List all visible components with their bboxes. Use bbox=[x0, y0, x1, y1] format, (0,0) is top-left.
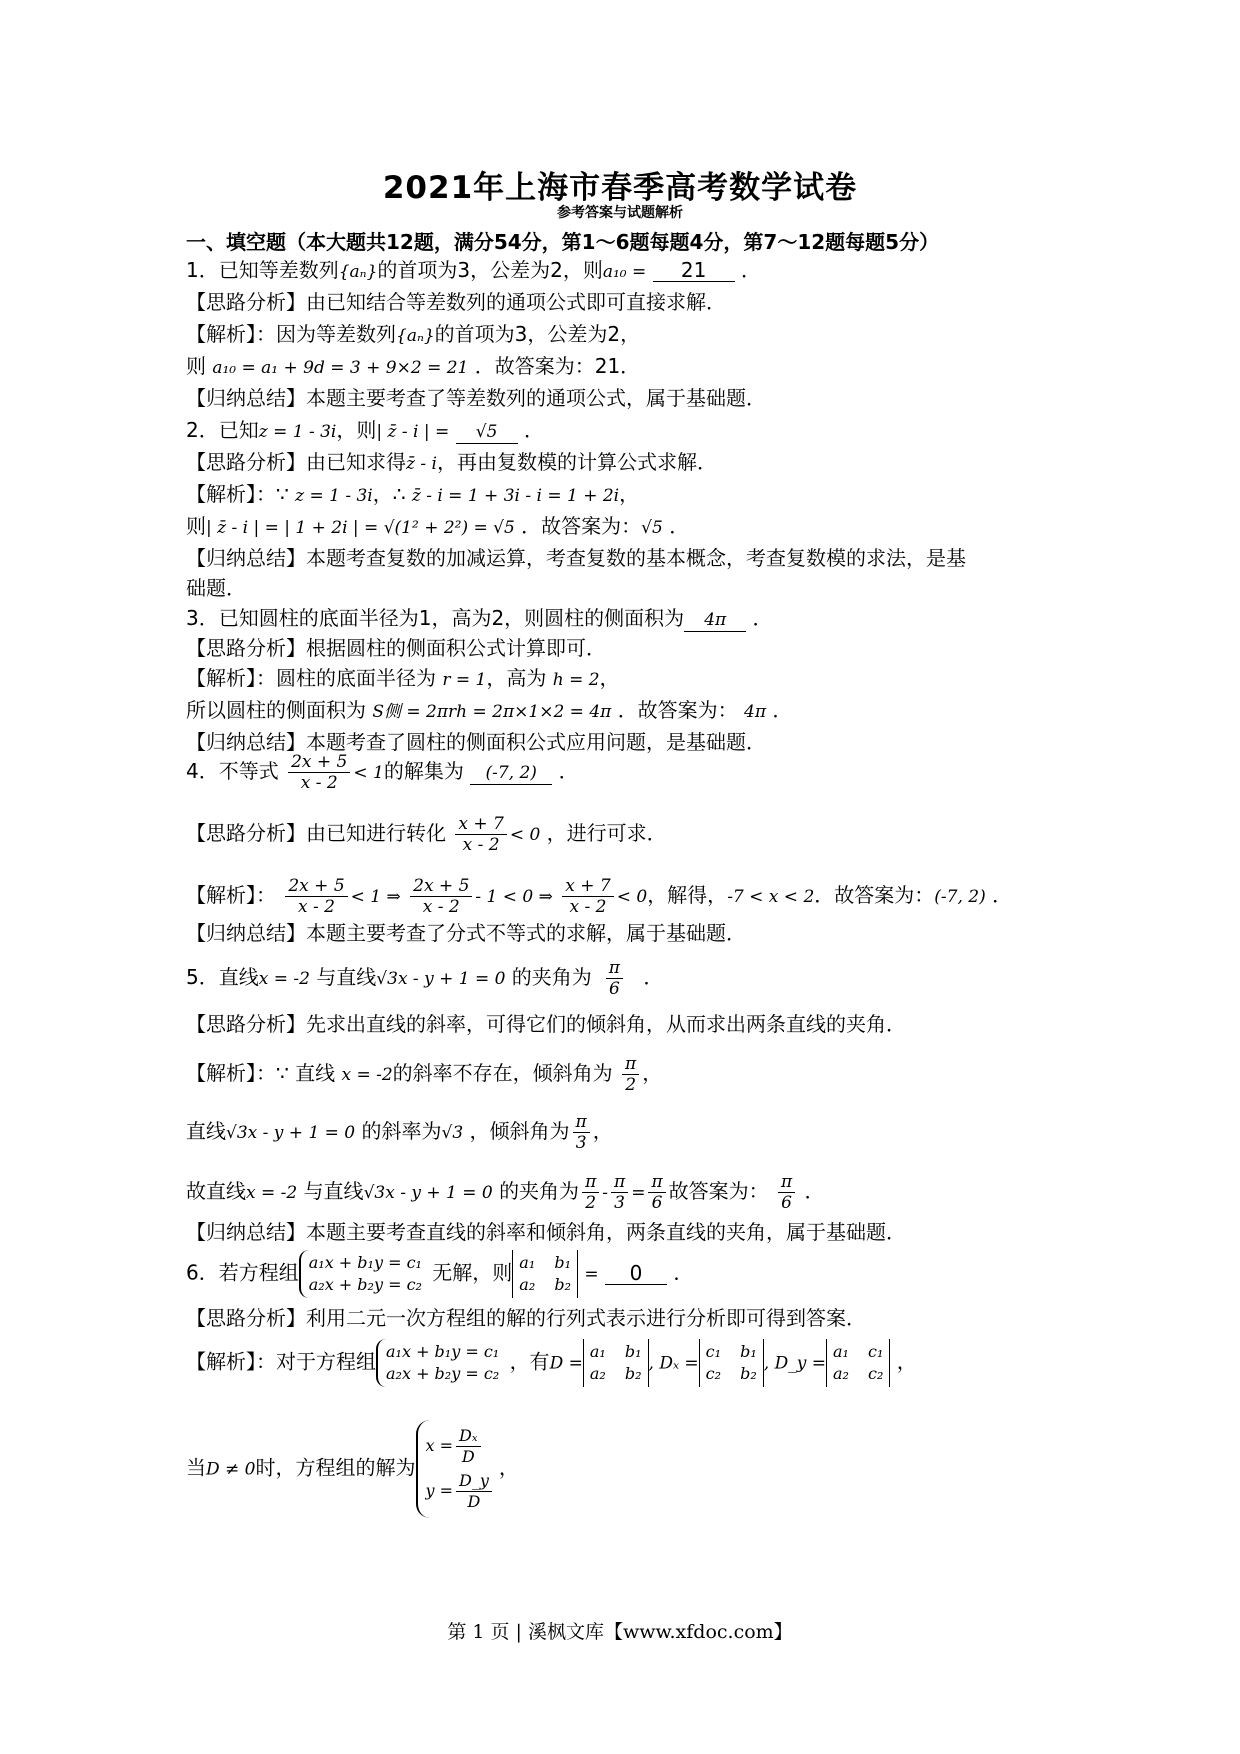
q5-solution1-fraction bbox=[622, 1054, 639, 1095]
q6-stem-mid: 无解，则 bbox=[432, 1260, 513, 1285]
q5-summary: 【归纳总结】本题主要考查直线的斜率和倾斜角，两条直线的夹角，属于基础题． bbox=[186, 1220, 906, 1244]
q6-D-label: D = bbox=[549, 1353, 583, 1374]
q5-fraction-pi-2 bbox=[582, 1172, 599, 1213]
q5-solution3-post: 故答案为： bbox=[668, 1179, 769, 1203]
q5-stem-pre: 5．直线 bbox=[186, 965, 259, 989]
q3-answer: 4π bbox=[684, 609, 746, 632]
fraction-denominator: D bbox=[461, 1447, 475, 1466]
document-title: 2021年上海市春季高考数学试卷 bbox=[382, 170, 858, 206]
q5-fraction-pi-3 bbox=[611, 1172, 628, 1213]
q1-stem-math: {aₙ} bbox=[338, 262, 378, 282]
q6-Dx-label: , Dₓ = bbox=[648, 1353, 699, 1374]
q6-analysis: 【思路分析】利用二元一次方程组的解的行列式表示进行分析即可得到答案． bbox=[186, 1306, 866, 1330]
q2-calc-math: | z̄ - i | = | 1 + 2i | = √(1² + 2²) = √5 bbox=[206, 518, 515, 538]
q3-calc-pre: 所以圆柱的侧面积为 bbox=[186, 698, 366, 722]
q5-solution1-math: x = -2 bbox=[341, 1065, 393, 1085]
fraction-numerator: 2x + 5 bbox=[410, 876, 472, 897]
q6-stem-pre: 6．若方程组 bbox=[186, 1260, 299, 1285]
q1-answer: 21 bbox=[653, 259, 735, 282]
q6-Dy-label: , D_y = bbox=[763, 1353, 826, 1374]
q5-solution3-math1: x = -2 bbox=[246, 1183, 298, 1203]
q6-answer: 0 bbox=[605, 1262, 667, 1285]
q4-solution-fraction3 bbox=[562, 876, 613, 917]
q3-calc-math: S侧 = 2πrh = 2π×1×2 = 4π bbox=[372, 702, 612, 722]
q3-calc-end: ． bbox=[772, 698, 793, 722]
q2-stem bbox=[186, 417, 544, 445]
q5-solution2-slope: √3 bbox=[441, 1123, 464, 1143]
fraction-denominator: x - 2 bbox=[300, 773, 338, 793]
page-footer: 第 1 页 | 溪枫文库【www.xfdoc.com】 bbox=[447, 1621, 793, 1643]
fraction-denominator: 3 bbox=[614, 1193, 625, 1213]
q1-stem-end: ． bbox=[741, 258, 761, 282]
fraction-denominator: 6 bbox=[608, 979, 620, 999]
q2-analysis-math: z̄ - i bbox=[406, 454, 437, 474]
x-label: x = bbox=[425, 1436, 454, 1455]
q4-answer: (-7, 2) bbox=[470, 762, 552, 785]
q4-solution-fraction2 bbox=[410, 876, 472, 917]
y-label: y = bbox=[425, 1481, 454, 1500]
q4-analysis-lt: < 0 bbox=[509, 825, 541, 845]
result-row-y bbox=[426, 1471, 495, 1512]
q4-analysis-post: ，进行可求． bbox=[546, 821, 667, 845]
q6-solution-system bbox=[376, 1339, 503, 1387]
fraction-numerator: π bbox=[582, 1172, 599, 1193]
q2-solution-mid: ，∴ bbox=[372, 482, 406, 506]
q6-final-mid: 时，方程组的解为 bbox=[255, 1455, 416, 1480]
q1-solution bbox=[186, 321, 640, 349]
q6-solution-result bbox=[416, 1420, 499, 1518]
fraction-denominator: D bbox=[467, 1492, 481, 1511]
q2-solution-pre: 【解析】：∵ bbox=[186, 482, 289, 506]
determinant-row: a₂ c₂ bbox=[833, 1364, 884, 1383]
system-row: a₂x + b₂y = c₂ bbox=[308, 1275, 422, 1294]
q6-solution-pre: 【解析】：对于方程组 bbox=[186, 1349, 376, 1374]
q6-determinant bbox=[512, 1250, 578, 1298]
q3-summary: 【归纳总结】本题考查了圆柱的侧面积公式应用问题，是基础题． bbox=[186, 730, 766, 754]
q4-solution-pre: 【解析】： bbox=[186, 883, 276, 907]
q4-analysis bbox=[186, 814, 667, 855]
q2-stem-math: z = 1 - 3i bbox=[258, 422, 337, 442]
q3-stem-pre: 3．已知圆柱的底面半径为1，高为2，则圆柱的侧面积为 bbox=[186, 606, 685, 630]
q5-equals: = bbox=[631, 1183, 646, 1203]
q5-solution3-end: ． bbox=[804, 1179, 825, 1203]
q6-solution-mid: ，有 bbox=[509, 1349, 550, 1374]
q5-stem-mid2: 的夹角为 bbox=[511, 965, 592, 989]
q3-calc-answer: 4π bbox=[744, 702, 767, 722]
q5-answer bbox=[592, 958, 637, 999]
q1-summary: 【归纳总结】本题主要考查了等差数列的通项公式，属于基础题． bbox=[186, 386, 766, 410]
fraction-numerator: Dₓ bbox=[456, 1426, 481, 1447]
q2-analysis-pre: 【思路分析】由已知求得 bbox=[186, 450, 406, 474]
q6-equation-system bbox=[299, 1250, 426, 1298]
determinant-row: a₁ b₁ bbox=[519, 1253, 571, 1272]
q4-solution-range: -7 < x < 2 bbox=[727, 887, 815, 907]
system-row: a₁x + b₁y = c₁ bbox=[308, 1253, 422, 1272]
q4-stem bbox=[186, 752, 579, 793]
q5-solution3-mid2: 的夹角为 bbox=[499, 1179, 580, 1203]
q5-fraction-pi-6 bbox=[648, 1172, 665, 1213]
q3-solution-end: ， bbox=[599, 666, 620, 690]
fraction-denominator: x - 2 bbox=[569, 897, 607, 917]
q3-analysis: 【思路分析】根据圆柱的侧面积公式计算即可． bbox=[186, 636, 606, 660]
fraction-numerator: π bbox=[648, 1172, 665, 1193]
q1-calc-math: a₁₀ = a₁ + 9d = 3 + 9×2 = 21 bbox=[212, 358, 469, 378]
q4-solution-answer: (-7, 2) bbox=[934, 887, 986, 907]
q4-solution-solve: ，解得， bbox=[647, 883, 728, 907]
q5-solution1-pre: 【解析】：∵ 直线 bbox=[186, 1061, 336, 1085]
q2-calc bbox=[186, 513, 689, 541]
q5-solution2-end: ， bbox=[592, 1119, 613, 1143]
q6-stem bbox=[186, 1250, 693, 1298]
q4-stem-pre: 4．不等式 bbox=[186, 759, 279, 783]
q2-stem-end: ． bbox=[523, 418, 544, 442]
q6-final-pre: 当 bbox=[186, 1455, 206, 1480]
q3-stem-end: ． bbox=[752, 606, 773, 630]
result-row-x bbox=[426, 1426, 495, 1467]
q1-solution-post: 的首项为3，公差为2， bbox=[434, 322, 641, 346]
q6-equals: = bbox=[584, 1264, 599, 1285]
fraction-denominator: 2 bbox=[585, 1193, 597, 1213]
q3-calc-post: ．故答案为： bbox=[617, 698, 738, 722]
q5-solution2-pre: 直线 bbox=[186, 1119, 226, 1143]
fraction-numerator: D_y bbox=[456, 1471, 492, 1492]
q3-solution-math1: r = 1 bbox=[442, 670, 487, 690]
q5-minus: - bbox=[602, 1183, 608, 1203]
q6-final-math: D ≠ 0 bbox=[206, 1459, 256, 1480]
q4-summary: 【归纳总结】本题主要考查了分式不等式的求解，属于基础题． bbox=[186, 921, 746, 945]
q2-analysis bbox=[186, 449, 717, 477]
q1-calc-pre: 则 bbox=[186, 354, 206, 378]
q5-stem-mid: 与直线 bbox=[316, 965, 377, 989]
q5-analysis: 【思路分析】先求出直线的斜率，可得它们的倾斜角，从而求出两条直线的夹角． bbox=[186, 1012, 906, 1036]
q4-analysis-pre: 【思路分析】由已知进行转化 bbox=[186, 821, 446, 845]
fraction-denominator: x - 2 bbox=[298, 897, 335, 917]
q1-solution-pre: 【解析】：因为等差数列 bbox=[186, 322, 396, 346]
q5-solution3-mid: 与直线 bbox=[303, 1179, 364, 1203]
q6-solution-end: ， bbox=[896, 1349, 917, 1374]
q4-stem-end: ． bbox=[558, 759, 579, 783]
system-row: a₁x + b₁y = c₁ bbox=[386, 1342, 500, 1361]
q3-calc bbox=[186, 697, 792, 725]
q5-solution2-mid: 的斜率为 bbox=[361, 1119, 442, 1143]
q6-determinant-Dx bbox=[699, 1339, 764, 1387]
q4-solution-post: ．故答案为： bbox=[814, 883, 935, 907]
q5-solution3-pre: 故直线 bbox=[186, 1179, 246, 1203]
q5-solution1 bbox=[186, 1054, 662, 1095]
q4-solution-mid2: - 1 < 0 ⇒ bbox=[475, 887, 553, 907]
q2-stem-math2: | z̄ - i | = bbox=[376, 422, 450, 442]
q5-fraction-answer bbox=[778, 1172, 795, 1213]
q6-solution bbox=[186, 1339, 917, 1387]
q1-calc bbox=[186, 353, 640, 381]
q1-solution-math: {aₙ} bbox=[396, 326, 435, 346]
q4-stem-lt: < 1 bbox=[353, 763, 384, 783]
fraction-denominator: 6 bbox=[781, 1193, 792, 1213]
q4-solution-fraction1 bbox=[285, 876, 347, 917]
q4-analysis-fraction bbox=[455, 814, 506, 855]
q4-stem-fraction bbox=[288, 752, 350, 793]
q4-solution-mid3: < 0 bbox=[616, 887, 648, 907]
document-subtitle: 参考答案与试题解析 bbox=[557, 205, 683, 221]
fraction-numerator: x + 7 bbox=[562, 876, 613, 897]
q6-final-end: ， bbox=[498, 1455, 519, 1480]
q2-solution bbox=[186, 481, 639, 509]
q5-solution1-end: ， bbox=[642, 1061, 663, 1085]
q1-stem bbox=[186, 257, 761, 285]
fraction-numerator: π bbox=[778, 1172, 795, 1193]
determinant-row: a₁ c₁ bbox=[833, 1342, 884, 1361]
q2-analysis-post: ，再由复数模的计算公式求解． bbox=[436, 450, 717, 474]
q2-calc-answer: √5 bbox=[641, 518, 663, 538]
q4-stem-mid: 的解集为 bbox=[383, 759, 464, 783]
q5-solution3-math2: √3x - y + 1 = 0 bbox=[363, 1183, 493, 1203]
q1-analysis: 【思路分析】由已知结合等差数列的通项公式即可直接求解． bbox=[186, 290, 726, 314]
q2-summary-line2: 础题． bbox=[186, 576, 246, 600]
fraction-numerator: 2x + 5 bbox=[285, 876, 347, 897]
q3-solution-pre: 【解析】：圆柱的底面半径为 bbox=[186, 666, 436, 690]
q6-determinant-Dy bbox=[826, 1339, 890, 1387]
q2-solution-math2: z̄ - i = 1 + 3i - i = 1 + 2i bbox=[411, 486, 620, 506]
section-header: 一、填空题（本大题共12题，满分54分，第1～6题每题4分，第7～12题每题5分） bbox=[186, 230, 940, 254]
q3-solution-math2: h = 2 bbox=[552, 670, 600, 690]
fraction-numerator: x + 7 bbox=[455, 814, 506, 835]
fraction-numerator: π bbox=[611, 1172, 628, 1193]
q5-solution2 bbox=[186, 1112, 613, 1153]
fraction-numerator: π bbox=[622, 1054, 639, 1075]
fraction-numerator: 2x + 5 bbox=[288, 752, 350, 773]
q2-stem-mid: ，则 bbox=[336, 418, 377, 442]
determinant-row: c₂ b₂ bbox=[705, 1364, 757, 1383]
q2-calc-post: ．故答案为： bbox=[521, 514, 642, 538]
q2-stem-pre: 2．已知 bbox=[186, 418, 259, 442]
fraction-denominator: 2 bbox=[625, 1075, 637, 1095]
q3-solution-mid: ，高为 bbox=[486, 666, 547, 690]
q2-calc-pre: 则 bbox=[186, 514, 206, 538]
q5-stem-math1: x = -2 bbox=[258, 969, 310, 989]
fraction-denominator: x - 2 bbox=[422, 897, 460, 917]
q6-stem-end: ． bbox=[673, 1260, 694, 1285]
q1-stem-mid: 的首项为3，公差为2，则 bbox=[377, 258, 603, 282]
q2-answer: √5 bbox=[456, 421, 518, 444]
q5-solution1-mid: 的斜率不存在，倾斜角为 bbox=[392, 1061, 613, 1085]
q5-solution2-mid2: ，倾斜角为 bbox=[469, 1119, 570, 1143]
fraction-denominator: x - 2 bbox=[462, 835, 500, 855]
q4-solution bbox=[186, 876, 1012, 917]
q3-stem bbox=[186, 605, 773, 632]
determinant-row: a₁ b₁ bbox=[589, 1342, 642, 1361]
q2-calc-end: ． bbox=[669, 514, 690, 538]
q4-solution-mid1: < 1 ⇒ bbox=[350, 887, 401, 907]
q1-stem-pre: 1．已知等差数列 bbox=[186, 258, 339, 282]
q6-determinant-D bbox=[583, 1339, 649, 1387]
q5-stem-math2: √3x - y + 1 = 0 bbox=[376, 969, 506, 989]
determinant-row: c₁ b₁ bbox=[705, 1342, 757, 1361]
q2-summary-line1: 【归纳总结】本题考查复数的加减运算，考查复数的基本概念，考查复数模的求法，是基 bbox=[186, 546, 966, 570]
determinant-row: a₂ b₂ bbox=[589, 1364, 642, 1383]
system-row: a₂x + b₂y = c₂ bbox=[386, 1364, 500, 1383]
q5-stem bbox=[186, 958, 663, 999]
fraction-denominator: 6 bbox=[651, 1193, 663, 1213]
q5-stem-end: ． bbox=[643, 965, 664, 989]
q5-solution3 bbox=[186, 1172, 825, 1213]
fraction-denominator: 3 bbox=[575, 1133, 587, 1153]
q1-calc-post: ．故答案为：21． bbox=[474, 354, 641, 378]
q2-solution-end: ， bbox=[619, 482, 640, 506]
q6-final bbox=[186, 1420, 519, 1518]
q5-solution2-math: √3x - y + 1 = 0 bbox=[226, 1123, 356, 1143]
q1-stem-math2: a₁₀ = bbox=[602, 262, 647, 282]
fraction-numerator: π bbox=[573, 1112, 590, 1133]
fraction-numerator: π bbox=[606, 958, 623, 979]
q5-solution2-fraction bbox=[573, 1112, 590, 1153]
q4-solution-end: ． bbox=[992, 883, 1013, 907]
q3-solution bbox=[186, 665, 620, 693]
q2-solution-math1: z = 1 - 3i bbox=[295, 486, 373, 506]
determinant-row: a₂ b₂ bbox=[519, 1275, 571, 1294]
